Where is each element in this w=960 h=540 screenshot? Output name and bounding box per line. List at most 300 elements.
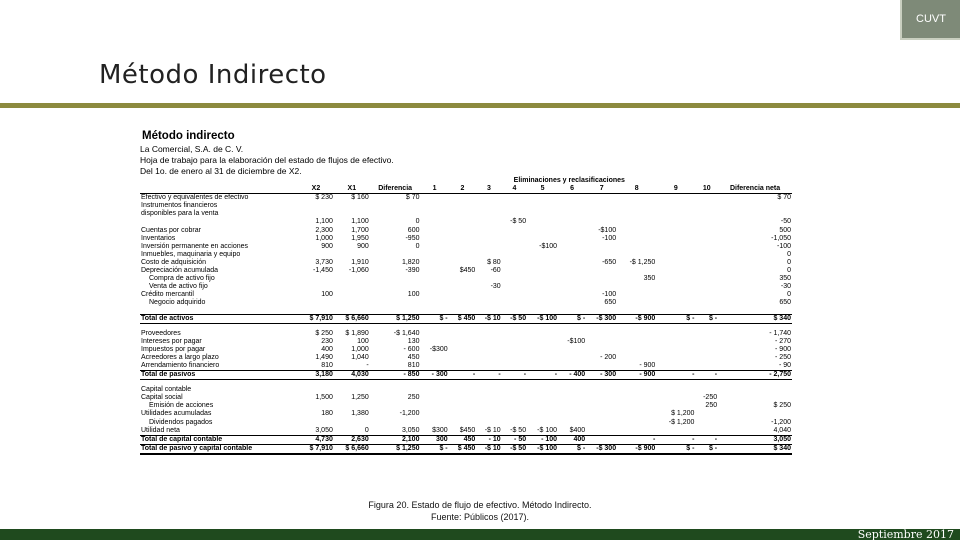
cell-elim-6 <box>558 194 586 203</box>
cell-diferencia <box>370 419 421 427</box>
cell-neta: $ 340 <box>718 444 792 454</box>
cell-elim-7: -$ 300 <box>586 444 617 454</box>
cell-elim-4: - 50 <box>502 435 527 444</box>
cell-x2 <box>298 283 334 291</box>
cell-elim-10: $ - <box>695 314 718 323</box>
cell-diferencia: 0 <box>415 242 420 250</box>
cell-elim-1: $ - <box>420 314 448 323</box>
row-label: Utilidad neta <box>141 426 180 434</box>
table-row <box>140 210 792 218</box>
cell-elim-3 <box>476 394 501 402</box>
cell-elim-8 <box>617 427 656 436</box>
cell-elim-3: - 10 <box>476 435 501 444</box>
cell-elim-9 <box>656 202 695 210</box>
cell-elim-5 <box>527 402 558 410</box>
cell-elim-7 <box>586 202 617 210</box>
cell-elim-10 <box>695 427 718 436</box>
cell-elim-3 <box>476 235 501 243</box>
table-row <box>140 202 792 210</box>
cell-diferencia <box>370 283 421 291</box>
cell-elim-2 <box>449 402 477 410</box>
cell-elim-6 <box>558 283 586 291</box>
cell-elim-5 <box>527 283 558 291</box>
cell-elim-4: -$ 50 <box>502 314 527 323</box>
cell-diferencia: 450 <box>407 353 420 361</box>
cell-elim-9 <box>656 386 695 394</box>
cell-elim-3 <box>476 251 501 259</box>
cell-elim-7: -100 <box>602 234 617 242</box>
worksheet-period: Del 1o. de enero al 31 de diciembre de X2. <box>140 166 302 176</box>
cell-neta: 0 <box>787 267 791 275</box>
cell-elim-1 <box>420 259 448 267</box>
cell-diferencia <box>370 275 421 283</box>
cell-elim-8 <box>617 267 656 275</box>
cell-elim-5 <box>527 299 558 307</box>
cell-x1: 1,000 <box>351 345 369 353</box>
row-label: disponibles para la venta <box>141 210 219 218</box>
table-row <box>140 218 792 226</box>
cell-x2 <box>298 210 334 218</box>
cell-elim-3 <box>476 243 501 251</box>
cell-x2 <box>298 275 334 283</box>
cell-x1 <box>334 291 370 299</box>
cell-elim-10: - <box>695 371 718 380</box>
cell-elim-7 <box>586 362 617 371</box>
cell-elim-1 <box>420 330 448 338</box>
cell-x2 <box>298 251 334 259</box>
cell-elim-1 <box>420 218 448 226</box>
cell-elim-9 <box>656 330 695 338</box>
row-label: Inversión permanente en acciones <box>141 242 249 250</box>
cell-elim-7 <box>586 394 617 402</box>
cell-elim-8 <box>617 202 656 210</box>
cell-diferencia: 3,050 <box>401 426 420 434</box>
cell-elim-10 <box>695 227 718 235</box>
header-col-7: 7 <box>586 185 617 194</box>
cell-elim-8 <box>617 386 656 394</box>
cell-x1: $ 6,660 <box>334 314 370 323</box>
cell-elim-8 <box>617 235 656 243</box>
table-row <box>140 283 792 291</box>
cell-elim-8: - 900 <box>617 371 656 380</box>
cell-diferencia: 0 <box>415 218 420 226</box>
cell-diferencia: 250 <box>407 394 420 402</box>
cell-elim-2 <box>449 291 477 299</box>
table-row <box>140 235 792 243</box>
cell-elim-6 <box>558 386 586 394</box>
cell-neta <box>718 202 792 210</box>
cell-elim-4 <box>502 419 527 427</box>
cell-elim-7 <box>586 346 617 354</box>
cell-elim-10 <box>695 283 718 291</box>
cell-elim-5 <box>527 218 558 226</box>
cell-diferencia: 600 <box>407 226 420 234</box>
table-row <box>140 330 792 338</box>
cell-elim-7: - 200 <box>600 353 617 361</box>
cell-elim-9 <box>656 243 695 251</box>
cell-elim-1 <box>420 227 448 235</box>
logo-text: CUVT <box>916 13 946 25</box>
cell-x2 <box>298 419 334 427</box>
table-row <box>140 427 792 436</box>
row-label: Total de capital contable <box>140 435 298 444</box>
cell-elim-3 <box>476 291 501 299</box>
cell-diferencia: - 850 <box>370 371 421 380</box>
cell-x1: 4,030 <box>334 371 370 380</box>
cell-elim-4: - <box>502 371 527 380</box>
worksheet-company: La Comercial, S.A. de C. V. <box>140 144 244 154</box>
row-label: Instrumentos financieros <box>141 202 218 210</box>
cell-elim-7 <box>586 338 617 346</box>
cell-elim-2 <box>449 243 477 251</box>
cell-elim-6 <box>558 291 586 299</box>
cell-elim-3 <box>476 402 501 410</box>
cell-elim-4 <box>502 243 527 251</box>
cell-elim-9 <box>656 227 695 235</box>
cell-x2: 3,180 <box>298 371 334 380</box>
cell-elim-4: -$ 50 <box>510 218 527 226</box>
cell-elim-9: - <box>656 435 695 444</box>
cell-elim-1 <box>420 243 448 251</box>
cell-elim-4 <box>502 227 527 235</box>
cell-elim-5 <box>527 227 558 235</box>
table-row <box>140 338 792 346</box>
table-row <box>140 362 792 371</box>
cell-x1 <box>334 419 370 427</box>
cell-neta: -1,200 <box>771 418 791 426</box>
cell-elim-5 <box>527 338 558 346</box>
row-label: Emisión de acciones <box>149 402 214 410</box>
cell-elim-10 <box>695 338 718 346</box>
header-col-2: 2 <box>449 185 477 194</box>
row-label: Utilidades acumuladas <box>141 410 212 418</box>
cell-elim-7 <box>586 194 617 203</box>
cell-x1 <box>334 210 370 218</box>
cell-elim-10: - <box>695 435 718 444</box>
cell-elim-6 <box>558 419 586 427</box>
total-pasivo-capital-row <box>140 444 792 454</box>
cell-elim-9 <box>656 251 695 259</box>
cell-elim-5 <box>527 362 558 371</box>
cell-elim-10 <box>695 202 718 210</box>
table-row <box>140 275 792 283</box>
cell-neta <box>718 386 792 394</box>
table-row <box>140 394 792 402</box>
cell-elim-5: - 100 <box>527 435 558 444</box>
cell-elim-4 <box>502 259 527 267</box>
cell-elim-2 <box>449 227 477 235</box>
cell-elim-2 <box>449 202 477 210</box>
cell-elim-2: $450 <box>459 267 476 275</box>
table-row <box>140 291 792 299</box>
cell-elim-1 <box>420 394 448 402</box>
cell-x2: 1,100 <box>315 218 333 226</box>
cell-elim-6 <box>558 275 586 283</box>
cell-diferencia <box>370 202 421 210</box>
cell-neta <box>718 394 792 402</box>
cell-elim-9 <box>656 427 695 436</box>
cell-elim-3 <box>476 362 501 371</box>
cell-elim-8: -$ 900 <box>617 314 656 323</box>
cell-diferencia: - 600 <box>403 345 420 353</box>
cell-elim-1 <box>420 419 448 427</box>
cell-elim-7 <box>586 243 617 251</box>
cell-elim-2: 450 <box>449 435 477 444</box>
cell-elim-1 <box>420 275 448 283</box>
cell-elim-6 <box>558 402 586 410</box>
group-blank-x2 <box>298 177 334 185</box>
cell-elim-10 <box>695 243 718 251</box>
cell-elim-8 <box>617 218 656 226</box>
row-label: Depreciación acumulada <box>141 267 219 275</box>
cell-elim-8 <box>617 291 656 299</box>
cell-elim-4 <box>502 402 527 410</box>
cell-elim-2 <box>449 259 477 267</box>
cell-neta <box>718 210 792 218</box>
cell-elim-10 <box>695 251 718 259</box>
row-label: Total de pasivo y capital contable <box>140 444 298 454</box>
header-diferencia: Diferencia <box>370 185 421 194</box>
cell-neta: 0 <box>787 291 791 299</box>
cell-elim-9 <box>656 275 695 283</box>
cell-diferencia <box>370 402 421 410</box>
cell-elim-8 <box>617 299 656 307</box>
cell-elim-7 <box>586 251 617 259</box>
cell-neta <box>718 410 792 418</box>
total-pasivos-row <box>140 371 792 380</box>
cell-x2: 1,500 <box>315 394 333 402</box>
row-label: Total de activos <box>140 314 298 323</box>
title-underline <box>0 103 960 108</box>
row-label: Dividendos pagados <box>149 418 213 426</box>
cell-elim-1: 300 <box>420 435 448 444</box>
cell-elim-5 <box>527 259 558 267</box>
cell-elim-10 <box>695 354 718 362</box>
cell-elim-7: -$ 300 <box>586 314 617 323</box>
cell-elim-8 <box>617 210 656 218</box>
row-label: Compra de activo fijo <box>149 275 215 283</box>
cell-elim-9 <box>656 402 695 410</box>
cell-elim-1: $ - <box>420 444 448 454</box>
cell-elim-4 <box>502 194 527 203</box>
cell-elim-7 <box>586 402 617 410</box>
cell-elim-9 <box>656 354 695 362</box>
cell-x1: $ 6,660 <box>334 444 370 454</box>
cell-elim-7 <box>586 330 617 338</box>
cell-x2: 180 <box>321 410 333 418</box>
cell-x2 <box>298 299 334 307</box>
cell-elim-10 <box>695 275 718 283</box>
cell-elim-3 <box>476 419 501 427</box>
cell-elim-9 <box>656 210 695 218</box>
cell-elim-7: -$100 <box>598 226 617 234</box>
cell-elim-5: -$ 100 <box>527 444 558 454</box>
cell-elim-4 <box>502 251 527 259</box>
cell-elim-6: $ - <box>558 444 586 454</box>
cell-elim-7 <box>586 427 617 436</box>
cell-diferencia: 1,820 <box>401 258 420 266</box>
cell-elim-2 <box>449 218 477 226</box>
cell-elim-10 <box>695 410 718 418</box>
cell-elim-2 <box>449 251 477 259</box>
cell-elim-1 <box>420 267 448 275</box>
cell-elim-6 <box>558 299 586 307</box>
cell-x1: 100 <box>357 337 369 345</box>
cell-diferencia: $ 1,250 <box>370 444 421 454</box>
table-row <box>140 251 792 259</box>
row-label: Intereses por pagar <box>141 337 202 345</box>
table-row <box>140 410 792 418</box>
cell-elim-2 <box>449 299 477 307</box>
cell-elim-10 <box>695 194 718 203</box>
cell-neta: $ 250 <box>773 402 791 410</box>
row-label: Proveedores <box>141 329 181 337</box>
cell-elim-6: - 400 <box>558 371 586 380</box>
cell-x1: - <box>366 361 369 369</box>
cell-diferencia: -1,200 <box>399 410 420 418</box>
cell-elim-9 <box>656 283 695 291</box>
cell-x2: 1,490 <box>315 353 333 361</box>
cell-elim-1 <box>420 291 448 299</box>
table-row <box>140 346 792 354</box>
row-label: Inventarios <box>141 234 176 242</box>
cell-x1: 1,040 <box>351 353 369 361</box>
cell-elim-9 <box>656 394 695 402</box>
cell-elim-2 <box>449 194 477 203</box>
cell-elim-1 <box>420 210 448 218</box>
cell-x1: 2,630 <box>334 435 370 444</box>
row-label: Capital social <box>141 394 183 402</box>
cell-diferencia: -$ 1,640 <box>393 329 420 337</box>
cell-elim-3 <box>476 354 501 362</box>
cell-elim-8 <box>617 419 656 427</box>
cell-elim-8: - 900 <box>639 361 656 369</box>
cell-elim-9 <box>656 299 695 307</box>
cell-x2: 100 <box>321 291 333 299</box>
cell-elim-5 <box>527 194 558 203</box>
cell-elim-9 <box>656 259 695 267</box>
cell-neta: - 1,740 <box>769 329 791 337</box>
cell-elim-4 <box>502 291 527 299</box>
header-x2: X2 <box>298 185 334 194</box>
cuvt-logo <box>900 0 960 40</box>
cell-elim-6 <box>558 394 586 402</box>
cell-diferencia: -390 <box>405 267 420 275</box>
cell-neta: - 90 <box>778 361 791 369</box>
worksheet-header-row <box>140 185 792 194</box>
cell-elim-8 <box>617 330 656 338</box>
cell-x2: -1,450 <box>313 267 333 275</box>
cell-elim-1 <box>420 194 448 203</box>
worksheet-subtitle: Hoja de trabajo para la elaboración del estado de flujos de efectivo. <box>140 155 394 165</box>
row-label <box>140 218 298 226</box>
group-blank <box>140 177 298 185</box>
cell-elim-2 <box>449 210 477 218</box>
cell-elim-3 <box>476 410 501 418</box>
cell-elim-6 <box>558 362 586 371</box>
cell-elim-1 <box>420 410 448 418</box>
cell-elim-2: - <box>449 371 477 380</box>
cell-elim-6: 400 <box>558 435 586 444</box>
cell-elim-5: -$ 100 <box>537 426 558 434</box>
table-row <box>140 386 792 394</box>
cell-diferencia <box>370 299 421 307</box>
row-label: Total de pasivos <box>140 371 298 380</box>
cell-elim-8 <box>617 354 656 362</box>
cell-neta: 3,050 <box>718 435 792 444</box>
cell-x2 <box>298 202 334 210</box>
cell-elim-9 <box>656 338 695 346</box>
cell-x2: $ 7,910 <box>298 314 334 323</box>
cell-elim-2 <box>449 235 477 243</box>
cell-x2: 1,000 <box>315 234 333 242</box>
cell-elim-9 <box>656 291 695 299</box>
cell-elim-4 <box>502 394 527 402</box>
header-col-3: 3 <box>476 185 501 194</box>
cell-elim-7: 650 <box>604 299 617 307</box>
cell-elim-2: $ 450 <box>449 444 477 454</box>
cell-elim-9 <box>656 218 695 226</box>
worksheet-group-header-row <box>140 177 792 185</box>
cell-neta: - 900 <box>775 345 791 353</box>
cell-elim-4 <box>502 283 527 291</box>
cell-elim-8 <box>617 227 656 235</box>
cell-elim-8 <box>617 346 656 354</box>
header-col-10: 10 <box>695 185 718 194</box>
cell-elim-10 <box>695 386 718 394</box>
cell-elim-4 <box>502 275 527 283</box>
cell-elim-7 <box>586 218 617 226</box>
cell-elim-2 <box>449 362 477 371</box>
cell-elim-6 <box>558 202 586 210</box>
cell-diferencia: $ 70 <box>405 194 420 202</box>
cell-elim-4: -$ 50 <box>502 444 527 454</box>
cell-elim-8 <box>617 410 656 418</box>
cell-elim-10 <box>695 299 718 307</box>
cell-elim-3 <box>476 275 501 283</box>
cell-x1: 1,950 <box>351 234 369 242</box>
cell-elim-6 <box>558 218 586 226</box>
cell-elim-4 <box>502 410 527 418</box>
cell-diferencia <box>370 251 421 259</box>
cell-elim-7 <box>586 410 617 418</box>
cell-x1 <box>334 275 370 283</box>
cell-x1 <box>334 386 370 394</box>
cell-neta: 500 <box>779 226 791 234</box>
cell-x2: $ 250 <box>315 329 333 337</box>
cell-elim-1 <box>420 235 448 243</box>
cell-elim-8: -$ 900 <box>617 444 656 454</box>
cell-elim-7 <box>586 283 617 291</box>
cell-elim-1 <box>420 362 448 371</box>
header-x1: X1 <box>334 185 370 194</box>
cell-elim-9 <box>656 235 695 243</box>
cell-x2: 3,050 <box>315 426 333 434</box>
cell-elim-5 <box>527 267 558 275</box>
cell-elim-5 <box>527 410 558 418</box>
cell-diferencia <box>370 210 421 218</box>
cell-elim-8 <box>617 243 656 251</box>
cell-elim-4 <box>502 338 527 346</box>
header-col-5: 5 <box>527 185 558 194</box>
cell-elim-5 <box>527 330 558 338</box>
cell-elim-2 <box>449 275 477 283</box>
slide-title: Método Indirecto <box>99 60 327 90</box>
cell-elim-9: - <box>656 371 695 380</box>
table-row <box>140 299 792 307</box>
cell-elim-9: $ - <box>656 314 695 323</box>
cell-neta: - 2,750 <box>718 371 792 380</box>
